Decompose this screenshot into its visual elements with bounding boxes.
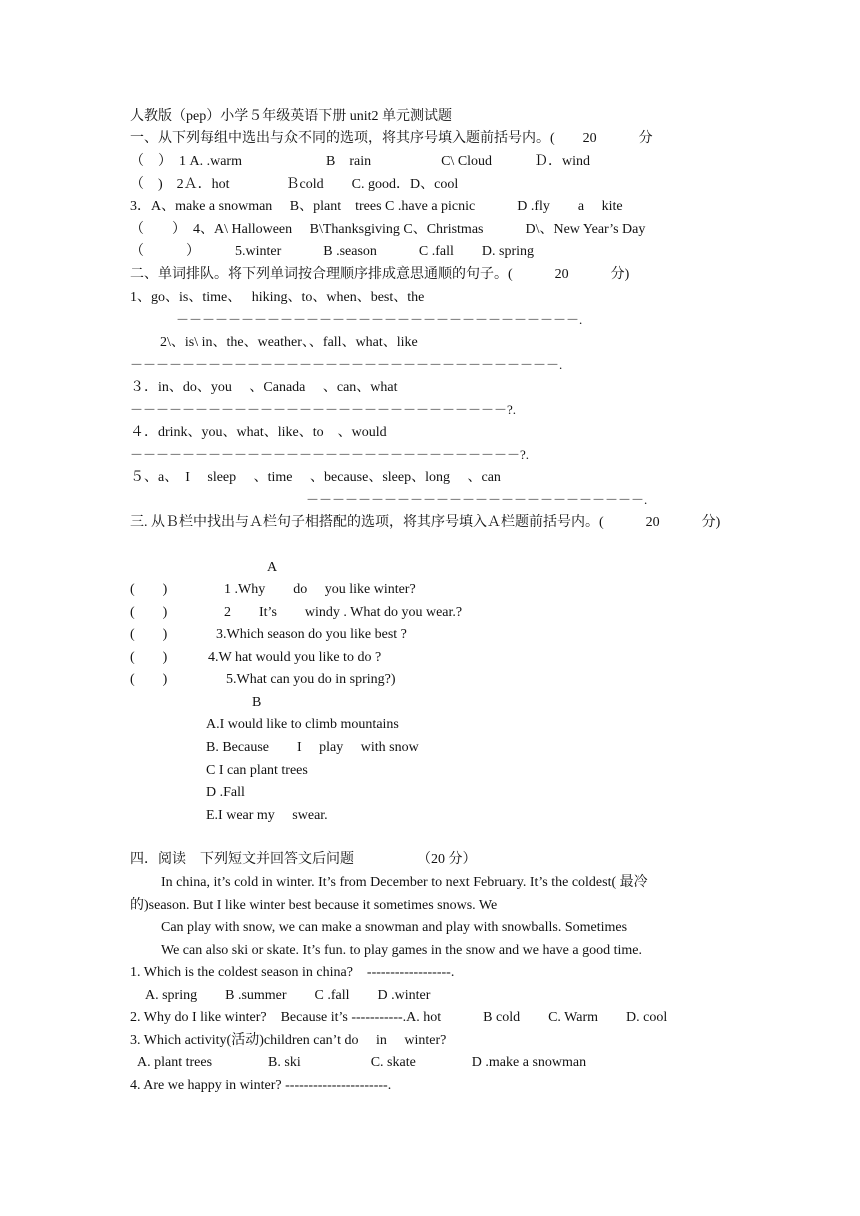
answer-paren[interactable]: ( ) (130, 627, 168, 642)
answer-paren[interactable]: ( ) (130, 605, 168, 620)
answer-paren[interactable]: ( ) (130, 582, 168, 597)
s1-question-1: （ ） 1 A. .warm B rain C\ Cloud Ｄ．wind (130, 154, 591, 169)
a-item-text: 5.What can you do in spring?) (226, 672, 396, 687)
s2-answer-line-4: －－－－－－－－－－－－－－－－－－－－－－－－－－－－－－?. (130, 447, 530, 462)
a-item-text: 1 .Why do you like winter? (224, 582, 416, 597)
a-item-2 (130, 604, 630, 622)
answer-paren[interactable]: ( ) (130, 650, 168, 665)
s1-question-3: 3．A、make a snowman B、plant trees C .have a picnic D .fly a kite (130, 199, 623, 214)
b-item: A.I would like to climb mountains (206, 717, 399, 732)
s4-question-1-options: A. spring B .summer C .fall D .winter (145, 988, 431, 1003)
s2-question-5: ５、a、 I sleep 、time 、because、sleep、long 、can (130, 470, 501, 485)
s4-question-1: 1. Which is the coldest season in china? ------------------. (130, 965, 455, 980)
s2-answer-line-1: －－－－－－－－－－－－－－－－－－－－－－－－－－－－－－－. (176, 312, 583, 327)
a-item-text: 3.Which season do you like best ? (216, 627, 407, 642)
section-4-heading: 四．阅读 下列短文并回答文后问题 （20 分） (130, 852, 477, 867)
s1-question-5: （ ） 5.winter B .season C .fall D. spring (130, 244, 535, 259)
s2-question-4: ４．drink、you、what、like、to 、would (130, 425, 387, 440)
s1-question-4: （ ） 4、A\ Halloween B\Thanksgiving C、Christmas D\、New Year’s Day (130, 222, 646, 237)
answer-paren[interactable]: ( ) (130, 672, 168, 687)
passage-line-3: Can play with snow, we can make a snowman and play with snowballs. Sometimes (161, 920, 628, 935)
section-3-heading: 三. 从Ｂ栏中找出与Ａ栏句子相搭配的选项，将其序号填入Ａ栏题前括号内。( 20 分) (130, 515, 721, 530)
b-item: D .Fall (206, 785, 245, 800)
s2-question-1: 1、go、is、time、 hiking、to、when、best、the (130, 290, 425, 305)
a-item-4 (130, 649, 630, 667)
s2-question-3: ３．in、do、you 、Canada 、can、what (130, 380, 398, 395)
b-item: E.I wear my swear. (206, 808, 328, 823)
s1-question-2: （ ) 2Ａ．hot Ｂcold C. good．D、cool (130, 177, 459, 192)
s4-question-3: 3. Which activity(活动)children can’t do in winter? (130, 1033, 447, 1048)
column-a-label: A (267, 560, 278, 575)
a-item-text: 2 It’s windy . What do you wear.? (224, 605, 463, 620)
title: 人教版（pep）小学５年级英语下册 unit2 单元测试题 (130, 109, 452, 124)
s2-answer-line-3: －－－－－－－－－－－－－－－－－－－－－－－－－－－－－?. (130, 402, 517, 417)
s2-answer-line-5: －－－－－－－－－－－－－－－－－－－－－－－－－－. (306, 492, 648, 507)
s2-answer-line-2: －－－－－－－－－－－－－－－－－－－－－－－－－－－－－－－－－. (130, 357, 563, 372)
b-item: C I can plant trees (206, 763, 308, 778)
passage-line-4: We can also ski or skate. It’s fun. to play games in the snow and we have a good time. (161, 943, 642, 958)
a-item-5 (130, 671, 630, 689)
s4-question-3-options: A. plant trees B. ski C. skate D .make a snowman (137, 1055, 587, 1070)
column-b-label: B (252, 695, 262, 710)
a-item-text: 4.W hat would you like to do ? (208, 650, 382, 665)
s2-question-2: 2\、is\ in、the、weather、、fall、what、like (160, 335, 418, 350)
b-item: B. Because I play with snow (206, 740, 419, 755)
s4-question-2: 2. Why do I like winter? Because it’s -----------.A. hot B cold C. Warm D. cool (130, 1010, 668, 1025)
passage-line-2: 的)season. But I like winter best because it sometimes snows. We (130, 898, 498, 913)
a-item-3 (130, 626, 630, 644)
s4-question-4: 4. Are we happy in winter? ----------------------. (130, 1078, 392, 1093)
passage-line-1: In china, it’s cold in winter. It’s from December to next February. It’s the coldest( 最冷 (161, 875, 648, 890)
section-2-heading: 二、单词排队。将下列单词按合理顺序排成意思通顺的句子。( 20 分) (130, 267, 630, 282)
section-1-heading: 一、从下列每组中选出与众不同的选项，将其序号填入题前括号内。( 20 分 (130, 131, 653, 146)
a-item-1 (130, 581, 630, 599)
